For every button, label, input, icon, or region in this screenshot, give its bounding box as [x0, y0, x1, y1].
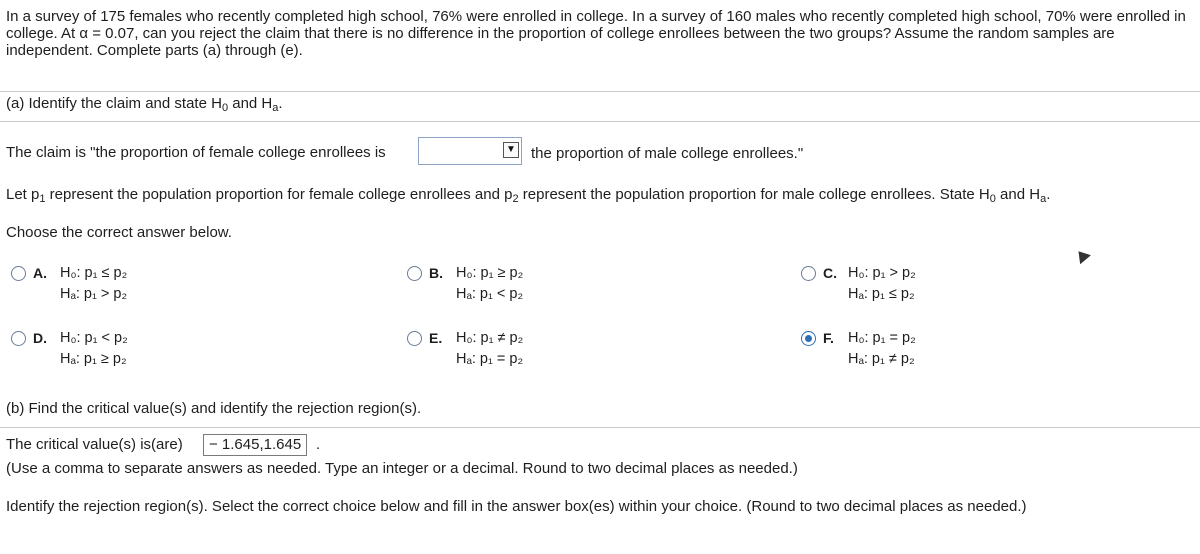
critical-value-label: The critical value(s) is(are)	[6, 436, 183, 453]
part-b-heading: (b) Find the critical value(s) and identify the rejection region(s).	[6, 400, 422, 417]
option-c-ha: Hₐ: p₁ ≤ p₂	[848, 286, 915, 302]
option-f-h0: H₀: p₁ = p₂	[848, 330, 916, 346]
option-b-h0: H₀: p₁ ≥ p₂	[456, 265, 524, 281]
option-e-h0: H₀: p₁ ≠ p₂	[456, 330, 524, 346]
claim-suffix: the proportion of male college enrollees."	[531, 145, 804, 162]
option-e-letter: E.	[429, 330, 443, 346]
part-a-heading: (a) Identify the claim and state $H_0$ and $H_a$.	[6, 95, 283, 114]
choose-instruction: Choose the correct answer below.	[6, 224, 232, 241]
option-a-letter: A.	[33, 265, 47, 281]
option-d-letter: D.	[33, 330, 47, 346]
rejection-region-instruction: Identify the rejection region(s). Select the correct choice below and fill in the answer box(es) within your choice. (Round to two decimal places as needed.)	[6, 498, 1027, 515]
critical-value-hint: (Use a comma to separate answers as needed. Type an integer or a decimal. Round to two decimal places as needed.)	[6, 460, 798, 477]
option-c-radio[interactable]	[801, 266, 816, 281]
problem-statement: In a survey of 175 females who recently completed high school, 76% were enrolled in college. In a survey of 160 males who recently completed high school, 70% were enrolled in college. At α = 0.07, can you reject the claim that there is no difference in the proportion of college enrollees between the two groups? Assume the random samples are independent. Complete parts (a) through (e).	[6, 8, 1186, 59]
option-a-h0: H₀: p₁ ≤ p₂	[60, 265, 128, 281]
divider	[0, 91, 1200, 92]
let-statement: Let $p_1$ represent the population proportion for female college enrollees and $p_2$ represent the population proportion for male college enrollees. State $H_0$ and $H_a$.	[6, 186, 1051, 205]
option-b-radio[interactable]	[407, 266, 422, 281]
option-e-radio[interactable]	[407, 331, 422, 346]
option-d-radio[interactable]	[11, 331, 26, 346]
critical-value-period: .	[316, 436, 321, 453]
option-b-ha: Hₐ: p₁ < p₂	[456, 286, 524, 302]
claim-prefix: The claim is "the proportion of female college enrollees is	[6, 144, 386, 161]
option-b-letter: B.	[429, 265, 443, 281]
option-d-h0: H₀: p₁ < p₂	[60, 330, 128, 346]
option-c-h0: H₀: p₁ > p₂	[848, 265, 916, 281]
option-f-ha: Hₐ: p₁ ≠ p₂	[848, 351, 915, 367]
triangle-down-icon[interactable]: ▼	[503, 142, 519, 158]
option-c-letter: C.	[823, 265, 837, 281]
divider	[0, 121, 1200, 122]
option-f-letter: F.	[823, 330, 834, 346]
critical-value-answer-box[interactable]: − 1.645,1.645	[203, 434, 307, 456]
option-e-ha: Hₐ: p₁ = p₂	[456, 351, 524, 367]
mouse-pointer-icon	[1073, 247, 1091, 264]
option-f-radio[interactable]	[801, 331, 816, 346]
option-a-radio[interactable]	[11, 266, 26, 281]
divider	[0, 427, 1200, 428]
claim-dropdown[interactable]	[418, 137, 522, 165]
option-a-ha: Hₐ: p₁ > p₂	[60, 286, 128, 302]
option-d-ha: Hₐ: p₁ ≥ p₂	[60, 351, 127, 367]
